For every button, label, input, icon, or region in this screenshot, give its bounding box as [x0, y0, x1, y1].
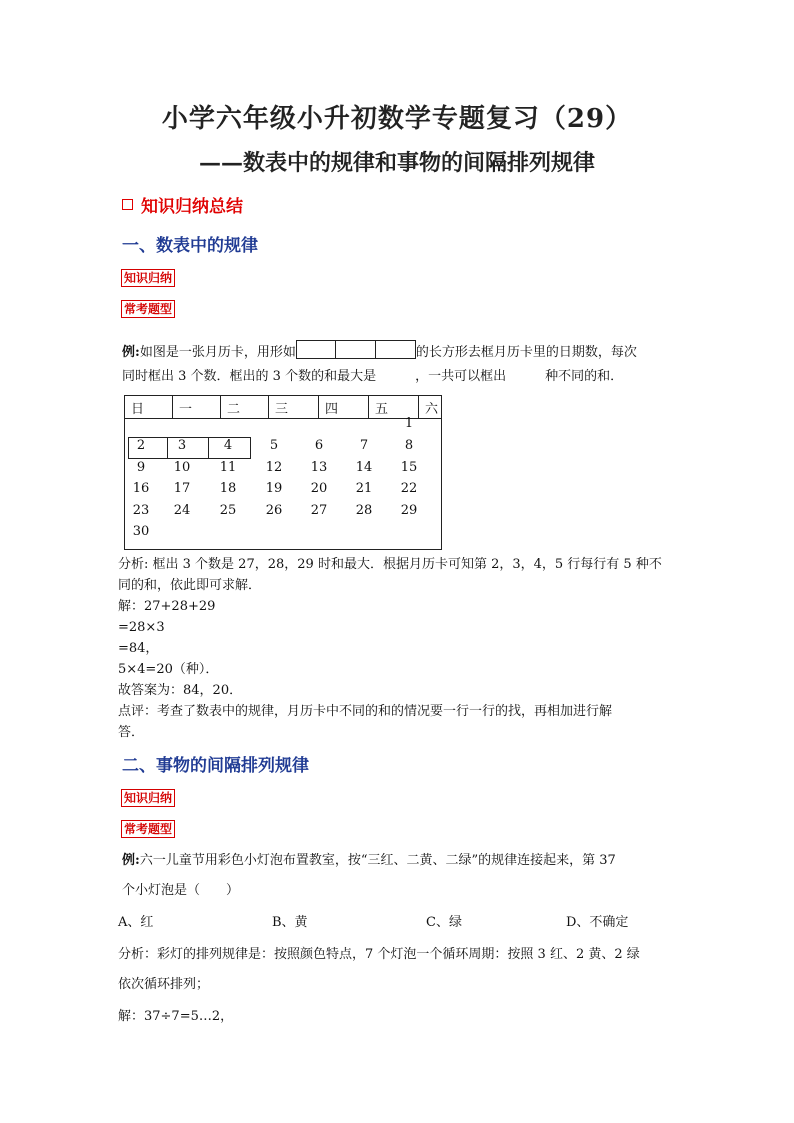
- section2-analysis-line2: 依次循环排列；: [118, 977, 210, 992]
- frame-divider: [167, 437, 168, 459]
- calendar-header: 五: [369, 396, 419, 419]
- section2-example-line2: 个小灯泡是（ ）: [122, 883, 240, 898]
- calendar-header: 日: [125, 396, 173, 419]
- calendar-day: 11: [219, 460, 237, 475]
- section1-tag-questions: 常考题型: [121, 300, 175, 318]
- calendar-day: 7: [359, 438, 369, 453]
- calendar-day: 25: [219, 503, 237, 518]
- example-text-a: 如图是一张月历卡，用形如: [139, 345, 296, 360]
- calendar-day: 19: [265, 481, 283, 496]
- option-b: B、黄: [272, 915, 308, 930]
- calendar-day: 28: [355, 503, 373, 518]
- example-label: 例:: [122, 345, 140, 360]
- solution-line: 解：27+28+29: [118, 599, 216, 614]
- section1-tag-knowledge: 知识归纳: [121, 269, 175, 287]
- section2-tag-knowledge: 知识归纳: [121, 789, 175, 807]
- section2-analysis-line1: 分析：彩灯的排列规律是：按照颜色特点，7 个灯泡一个循环周期：按照 3 红、2 黄、2 绿: [118, 947, 640, 962]
- calendar-day: 18: [219, 481, 237, 496]
- calendar-day: 13: [310, 460, 328, 475]
- section1-analysis-line2: 同的和，依此即可求解．: [118, 578, 262, 593]
- calendar-day: 27: [310, 503, 328, 518]
- calendar-day: 24: [173, 503, 191, 518]
- section1-example-line1: [122, 340, 637, 363]
- calendar-day: 5: [269, 438, 279, 453]
- example-label: 例:: [122, 853, 140, 868]
- calendar-day: 3: [177, 438, 187, 453]
- calendar-day: 4: [223, 438, 233, 453]
- three-cell-rectangle: [296, 340, 416, 359]
- section1-analysis-line1: 分析: 框出 3 个数是 27，28，29 时和最大．根据月历卡可知第 2，3，4，5 行每行有 5 种不: [118, 557, 662, 572]
- calendar-day: 30: [132, 524, 150, 539]
- date-frame-box: [128, 437, 251, 459]
- calendar-header: 三: [269, 396, 319, 419]
- calendar-day: 9: [136, 460, 146, 475]
- calendar-day: 6: [314, 438, 324, 453]
- option-a: A、红: [118, 915, 154, 930]
- option-d: D、不确定: [566, 915, 629, 930]
- calendar-day: 20: [310, 481, 328, 496]
- calendar-header: 四: [319, 396, 369, 419]
- calendar-header: 二: [221, 396, 269, 419]
- calendar-day: 29: [400, 503, 418, 518]
- calendar-day: 26: [265, 503, 283, 518]
- example-text-b: 的长方形去框月历卡里的日期数，每次: [415, 345, 637, 360]
- section1-heading: 一、数表中的规律: [122, 236, 258, 256]
- knowledge-summary-banner: [122, 192, 243, 217]
- frame-divider: [208, 437, 209, 459]
- calendar-header: 六: [419, 396, 442, 419]
- square-icon: [122, 199, 133, 210]
- calendar-day: 21: [355, 481, 373, 496]
- solution-line: =28×3: [118, 620, 165, 635]
- calendar-day: 14: [355, 460, 373, 475]
- calendar-header: 一: [173, 396, 221, 419]
- section2-heading: 二、事物的间隔排列规律: [122, 756, 309, 776]
- section2-example-line1: [122, 851, 616, 871]
- section2-tag-questions: 常考题型: [121, 820, 175, 838]
- calendar-day: 23: [132, 503, 150, 518]
- example-text: 六一儿童节用彩色小灯泡布置教室，按“三红、二黄、二绿”的规律连接起来，第 37: [139, 853, 616, 868]
- calendar-day: 2: [136, 438, 146, 453]
- banner-label: 知识归纳总结: [141, 197, 243, 217]
- page-subtitle: ——数表中的规律和事物的间隔排列规律: [198, 150, 595, 176]
- calendar-day: 16: [132, 481, 150, 496]
- calendar-day: 1: [404, 416, 414, 431]
- calendar-day: 15: [400, 460, 418, 475]
- section2-solution-line: 解：37÷7=5…2，: [118, 1009, 234, 1024]
- answer-line: 故答案为：84，20．: [118, 683, 243, 698]
- calendar-day: 8: [404, 438, 414, 453]
- option-c: C、绿: [426, 915, 462, 930]
- page-title: 小学六年级小升初数学专题复习（29）: [161, 104, 633, 134]
- calendar-day: 12: [265, 460, 283, 475]
- calendar-day: 10: [173, 460, 191, 475]
- solution-line: 5×4=20（种）．: [118, 662, 219, 677]
- calendar-day: 22: [400, 481, 418, 496]
- comment-line1: 点评：考查了数表中的规律，月历卡中不同的和的情况要一行一行的找，再相加进行解: [118, 704, 613, 719]
- calendar-day: 17: [173, 481, 191, 496]
- section1-example-line2: 同时框出 3 个数．框出的 3 个数的和最大是 ，一共可以框出 种不同的和．: [122, 369, 624, 384]
- comment-line2: 答．: [118, 725, 145, 740]
- solution-line: =84，: [118, 641, 159, 656]
